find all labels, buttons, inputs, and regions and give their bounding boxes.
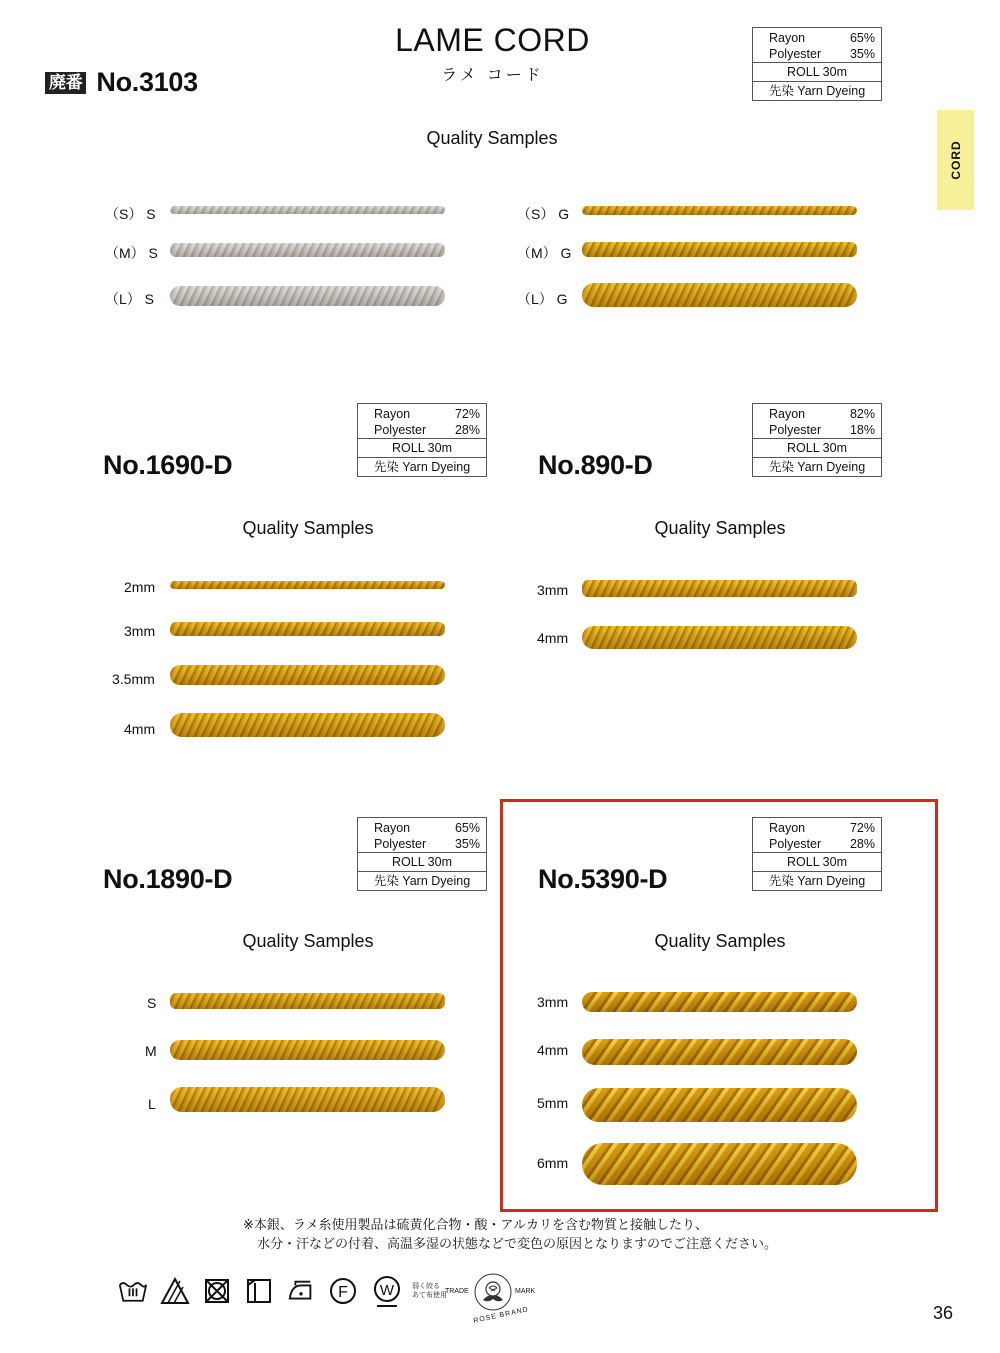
samples-title-1690-d: Quality Samples xyxy=(242,518,374,538)
samples-title-1890-d: Quality Samples xyxy=(242,931,374,951)
trademark-right: MARK xyxy=(515,1288,536,1295)
sample-label: 3mm xyxy=(537,994,569,1010)
product-number-3103 xyxy=(45,67,198,98)
care-notice-line-2: 水分・汗などの付着、高温多湿の状態などで変色の原因となりますのでご注意ください。 xyxy=(257,1237,778,1252)
dry-clean-f-icon xyxy=(328,1276,358,1306)
cord-sample-silver-m xyxy=(170,243,445,257)
sample-label: 2mm xyxy=(124,579,156,595)
percent-1: 65% xyxy=(454,821,480,835)
cord-sample-4mm xyxy=(582,1039,857,1065)
sample-label: 6mm xyxy=(537,1155,569,1171)
roll-length: ROLL 30m xyxy=(753,852,881,871)
sample-label: （M） G xyxy=(517,245,572,261)
material-1: Rayon xyxy=(769,31,806,45)
side-tab[interactable] xyxy=(937,110,974,210)
percent-1: 65% xyxy=(849,31,875,45)
samples-title-3103: Quality Samples xyxy=(426,128,558,148)
percent-2: 35% xyxy=(454,837,480,851)
percent-1: 82% xyxy=(849,407,875,421)
sample-label: 4mm xyxy=(537,1042,569,1058)
sample-label: （M） S xyxy=(105,245,158,261)
percent-1: 72% xyxy=(454,407,480,421)
cord-sample-4mm xyxy=(170,713,445,737)
material-1: Rayon xyxy=(769,821,806,835)
sample-label: S xyxy=(147,995,157,1011)
cord-sample-5mm xyxy=(582,1088,857,1122)
spec-table-1690-d xyxy=(357,403,487,477)
no-tumble-dry-icon xyxy=(202,1276,232,1306)
percent-2: 28% xyxy=(454,423,480,437)
material-1: Rayon xyxy=(769,407,806,421)
spec-table-890-d xyxy=(752,403,882,477)
dyeing-method: 先染 Yarn Dyeing xyxy=(753,81,881,100)
cord-sample-3mm xyxy=(582,992,857,1012)
care-icons-row xyxy=(118,1276,447,1306)
sample-label: L xyxy=(148,1096,156,1112)
rose-brand-trademark xyxy=(445,1270,540,1326)
cord-sample-3-5mm xyxy=(170,665,445,685)
roll-length: ROLL 30m xyxy=(358,852,486,871)
material-1: Rayon xyxy=(374,407,411,421)
roll-length: ROLL 30m xyxy=(753,62,881,81)
sample-label: 5mm xyxy=(537,1095,569,1111)
material-2: Polyester xyxy=(374,837,427,851)
cord-sample-3mm xyxy=(582,580,857,597)
sample-label: 3mm xyxy=(537,582,569,598)
cord-sample-gold-m xyxy=(582,242,857,257)
percent-1: 72% xyxy=(849,821,875,835)
product-number-1690-d: No.1690-D xyxy=(103,450,233,480)
spec-table-5390-d xyxy=(752,817,882,891)
cord-sample-gold-l xyxy=(582,283,857,307)
wash-tub-icon xyxy=(118,1276,148,1306)
cord-sample-m xyxy=(170,1040,445,1060)
dyeing-method: 先染 Yarn Dyeing xyxy=(358,457,486,476)
sample-label: 3mm xyxy=(124,623,156,639)
cord-sample-silver-s xyxy=(170,206,445,214)
dyeing-method: 先染 Yarn Dyeing xyxy=(753,457,881,476)
page-number: 36 xyxy=(932,1303,953,1323)
svg-text:W: W xyxy=(379,1282,395,1299)
product-number-5390-d: No.5390-D xyxy=(538,864,668,894)
percent-2: 18% xyxy=(849,423,875,437)
page-title: LAME CORD xyxy=(395,22,590,58)
wet-clean-w-icon xyxy=(370,1276,404,1306)
page-subtitle: ラメ コード xyxy=(441,65,544,84)
discontinued-badge: 廃番 xyxy=(45,72,86,94)
cord-sample-l xyxy=(170,1087,445,1112)
material-2: Polyester xyxy=(769,837,822,851)
care-small-text: 弱く絞る あて布使用 xyxy=(412,1282,447,1299)
line-dry-icon xyxy=(244,1276,274,1306)
care-notice-line-1: ※本銀、ラメ糸使用製品は硫黄化合物・酸・アルカリを含む物質と接触したり、 xyxy=(243,1218,708,1233)
sample-label: （L） G xyxy=(517,291,568,307)
cord-sample-2mm xyxy=(170,581,445,589)
cord-sample-silver-l xyxy=(170,286,445,306)
sample-label: M xyxy=(145,1043,157,1059)
spec-table-1890-d xyxy=(357,817,487,891)
care-notice xyxy=(243,1216,777,1254)
sample-label: （S） S xyxy=(105,206,156,222)
cord-sample-6mm xyxy=(582,1143,857,1185)
sample-label: （L） S xyxy=(105,291,155,307)
cord-sample-gold-s xyxy=(582,206,857,215)
sample-label: 4mm xyxy=(124,721,156,737)
svg-text:F: F xyxy=(338,1284,348,1301)
material-2: Polyester xyxy=(769,423,822,437)
sample-label: （S） G xyxy=(517,206,570,222)
side-tab-label: CORD xyxy=(948,140,963,180)
material-2: Polyester xyxy=(374,423,427,437)
cord-sample-3mm xyxy=(170,622,445,636)
roll-length: ROLL 30m xyxy=(753,438,881,457)
samples-title-890-d: Quality Samples xyxy=(654,518,786,538)
cord-sample-4mm xyxy=(582,626,857,649)
product-number-text: No.3103 xyxy=(96,67,198,97)
dyeing-method: 先染 Yarn Dyeing xyxy=(358,871,486,890)
percent-2: 35% xyxy=(849,47,875,61)
trademark-left: TRADE xyxy=(445,1288,469,1295)
samples-title-5390-d: Quality Samples xyxy=(654,931,786,951)
percent-2: 28% xyxy=(849,837,875,851)
material-2: Polyester xyxy=(769,47,822,61)
product-number-1890-d: No.1890-D xyxy=(103,864,233,894)
bleach-triangle-icon xyxy=(160,1276,190,1306)
spec-table-3103 xyxy=(752,27,882,101)
cord-sample-s xyxy=(170,993,445,1009)
iron-icon xyxy=(286,1276,316,1306)
material-1: Rayon xyxy=(374,821,411,835)
product-number-890-d: No.890-D xyxy=(538,450,653,480)
trademark-bottom: ROSE BRAND xyxy=(472,1306,530,1325)
dyeing-method: 先染 Yarn Dyeing xyxy=(753,871,881,890)
sample-label: 4mm xyxy=(537,630,569,646)
roll-length: ROLL 30m xyxy=(358,438,486,457)
sample-label: 3.5mm xyxy=(112,671,155,687)
